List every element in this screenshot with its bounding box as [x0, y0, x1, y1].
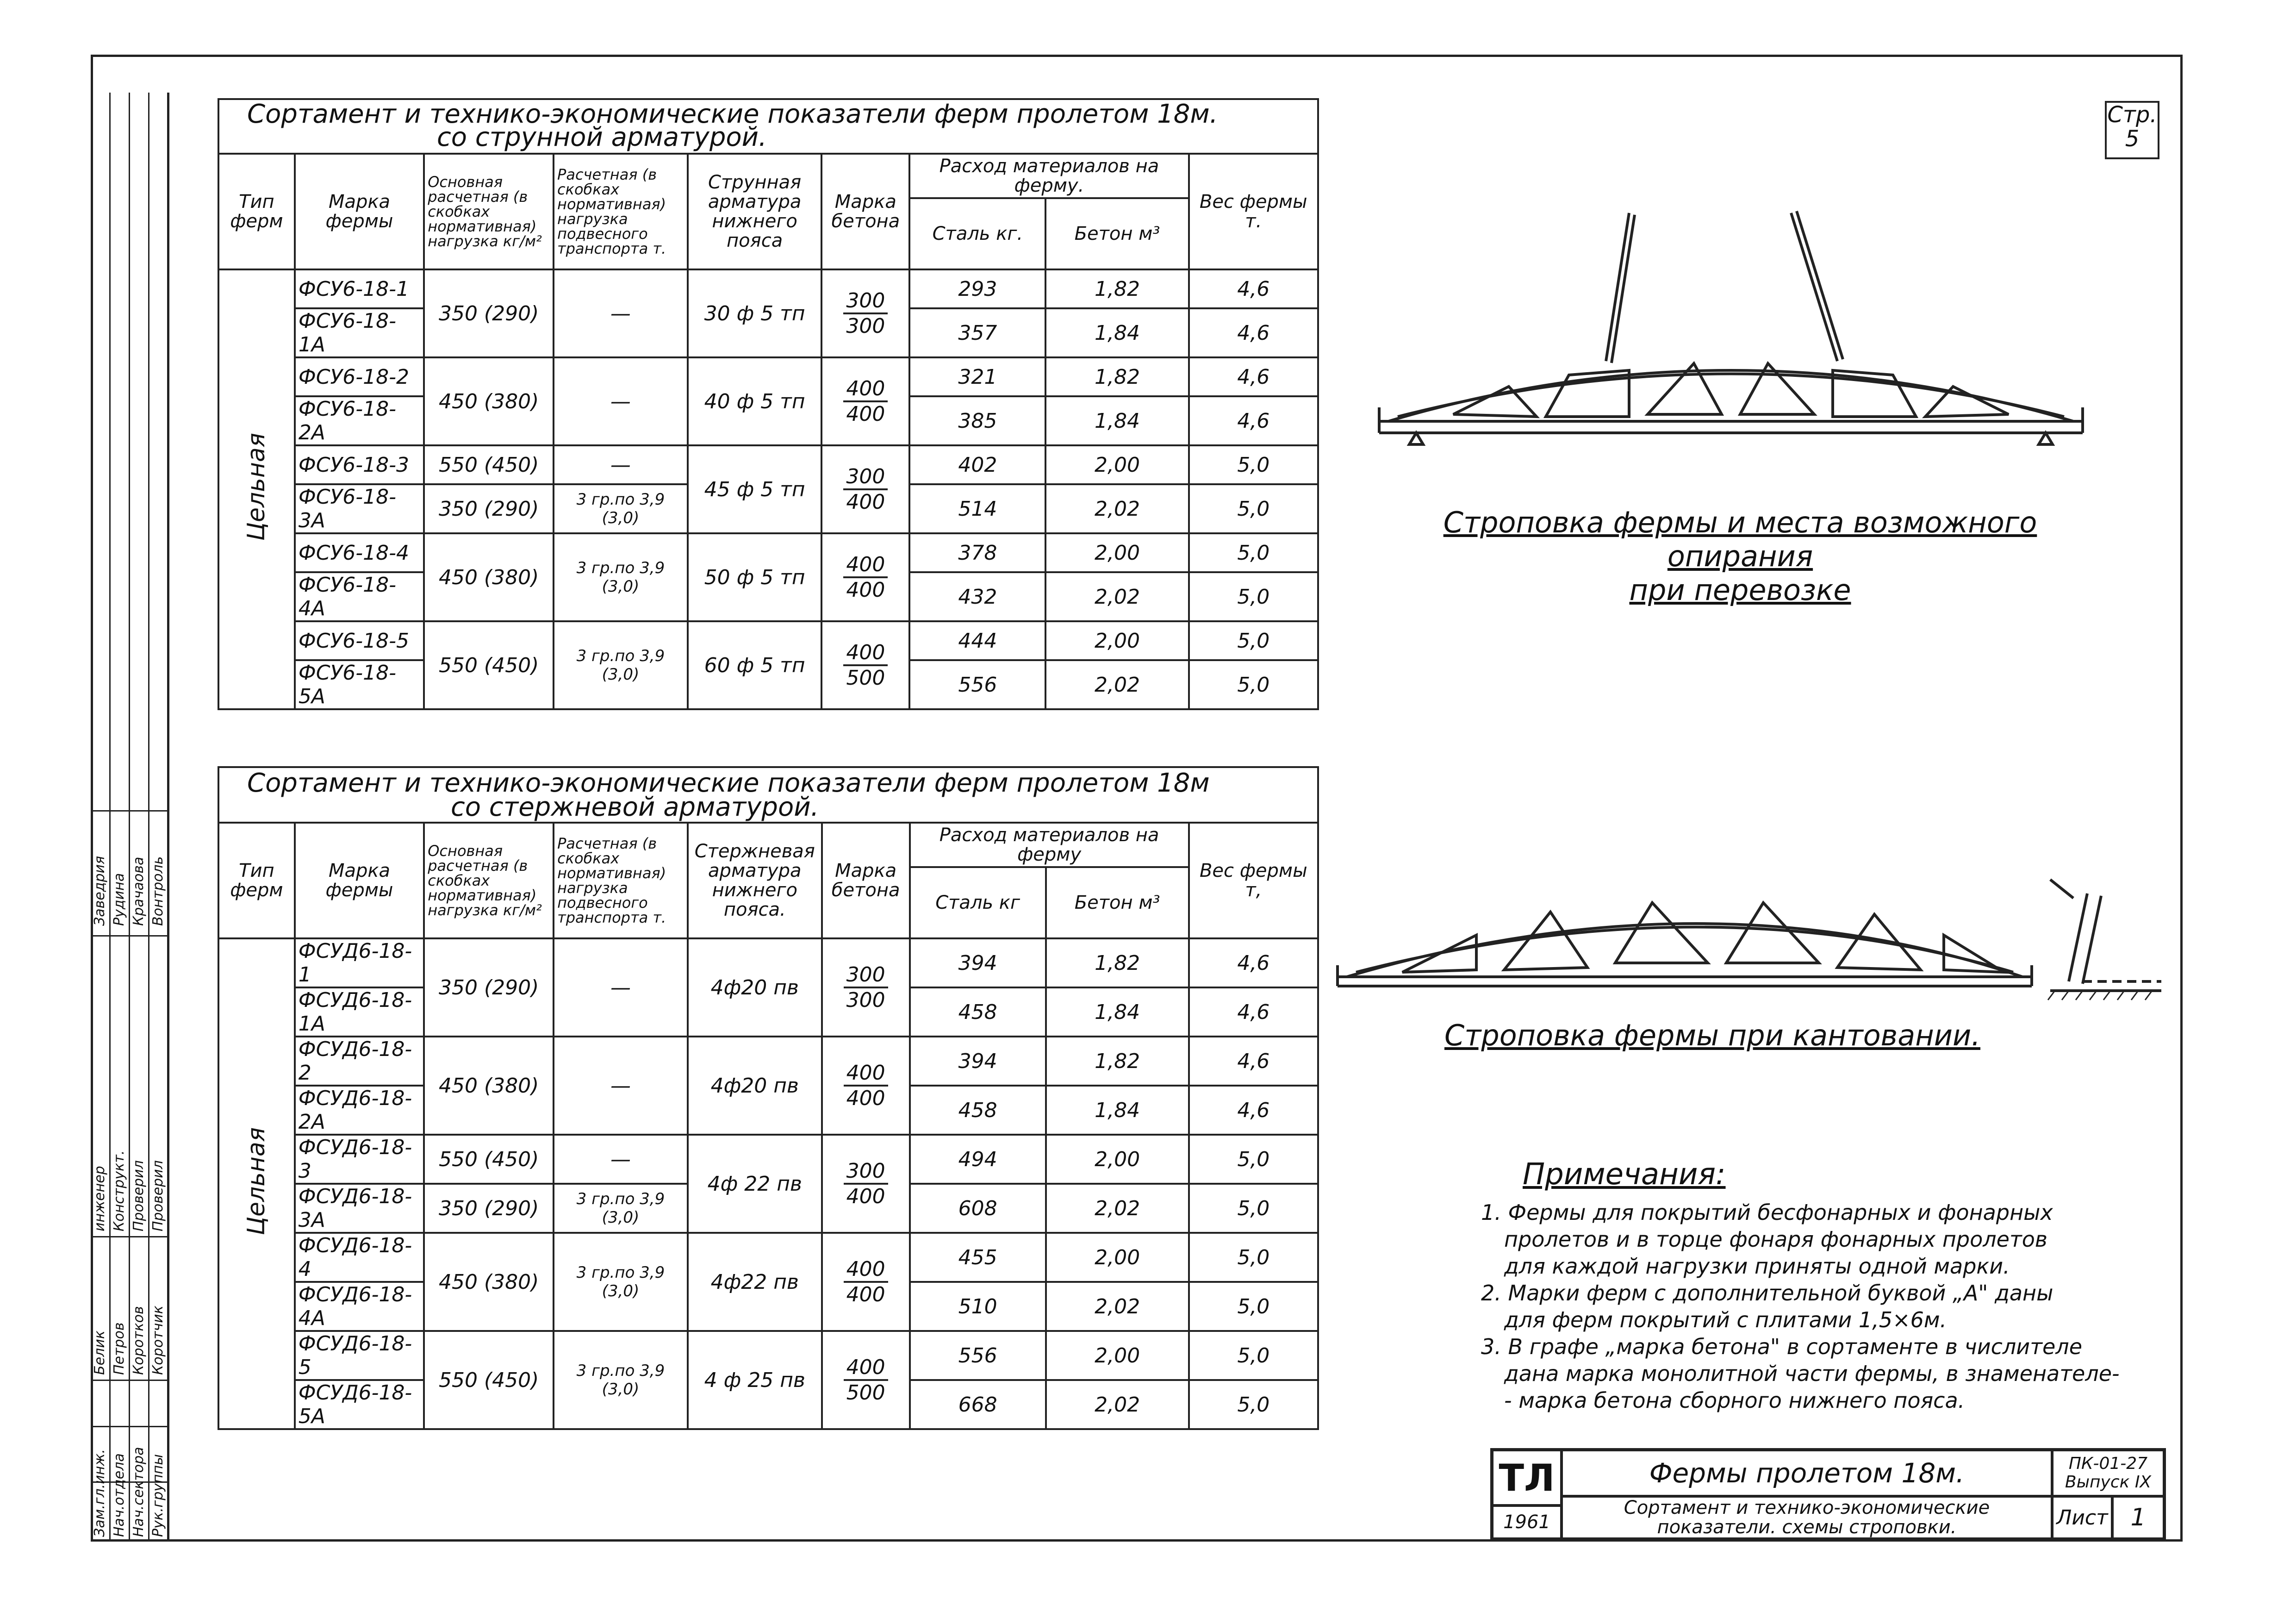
- mark-cell: ФСУД6-18-4: [295, 1233, 424, 1282]
- steel-cell: 556: [910, 1331, 1046, 1380]
- steel-cell: 293: [909, 269, 1045, 308]
- th-mark: Марка фермы: [295, 823, 424, 938]
- stamp-role: Конструкт.: [111, 1150, 127, 1231]
- concrete-cell: [822, 938, 910, 1037]
- table-row: [218, 445, 1318, 484]
- th-beton: Бетон м³: [1045, 198, 1188, 269]
- stamp-role: Заведрия: [92, 856, 108, 926]
- stamp-name: Петров: [111, 1322, 127, 1375]
- rebar-cell: 50 ф 5 тп: [688, 533, 822, 621]
- transport-cell: —: [554, 1037, 688, 1135]
- table-row: [218, 1135, 1318, 1184]
- beton-cell: 1,84: [1045, 396, 1188, 445]
- transport-cell: —: [554, 357, 688, 445]
- th-type: Тип ферм: [218, 154, 295, 269]
- concrete-den: 400: [846, 402, 885, 426]
- page-number-box: [2105, 101, 2159, 159]
- concrete-num: 400: [843, 641, 888, 666]
- rebar-cell: 40 ф 5 тп: [688, 357, 822, 445]
- mark-cell: ФСУ6-18-2: [295, 357, 424, 396]
- weight-cell: 5,0: [1189, 1380, 1318, 1429]
- concrete-den: 400: [846, 490, 885, 514]
- steel-cell: 321: [909, 357, 1045, 396]
- th-load: Основная расчетная (в скобках нормативная) нагрузка кг/м²: [424, 154, 554, 269]
- beton-cell: 1,82: [1045, 357, 1188, 396]
- concrete-num: 400: [844, 1257, 888, 1283]
- table-row: [218, 1037, 1318, 1086]
- concrete-den: 400: [846, 1283, 885, 1306]
- weight-cell: 5,0: [1189, 621, 1318, 660]
- table1-title-box: [218, 98, 1319, 153]
- th-materials: Расход материалов на ферму.: [909, 154, 1188, 198]
- concrete-cell: [822, 1233, 910, 1331]
- steel-cell: 514: [909, 484, 1045, 533]
- rebar-cell: 30 ф 5 тп: [688, 269, 822, 357]
- th-beton: Бетон м³: [1046, 867, 1189, 938]
- stamp-name: Белик: [92, 1330, 108, 1375]
- beton-cell: 2,02: [1045, 660, 1188, 709]
- beton-cell: 2,00: [1046, 1135, 1189, 1184]
- load-cell: 350 (290): [424, 938, 554, 1037]
- steel-cell: 378: [909, 533, 1045, 572]
- concrete-den: 400: [846, 578, 885, 602]
- type-label: Цельная: [243, 1127, 271, 1236]
- beton-cell: 1,82: [1046, 938, 1189, 987]
- stamp-role: Рук.группы: [150, 1454, 166, 1537]
- th-rebar: Стержневая арматура нижнего пояса.: [688, 823, 822, 938]
- concrete-num: 300: [844, 963, 888, 988]
- th-rebar: Струнная арматура нижнего пояса: [688, 154, 822, 269]
- mark-cell: ФСУ6-18-3: [295, 445, 424, 484]
- sheet-subtitle-line2: показатели. схемы строповки.: [1657, 1517, 1957, 1538]
- note-line: 2. Марки ферм с дополнительной буквой „А" даны: [1481, 1280, 2053, 1305]
- weight-cell: 5,0: [1189, 445, 1318, 484]
- note-line: пролетов и в торце фонаря фонарных пролетов: [1504, 1227, 2047, 1252]
- note-line: 3. В графе „марка бетона" в сортаменте в числителе: [1481, 1334, 2083, 1359]
- load-cell: 450 (380): [424, 533, 554, 621]
- weight-cell: 4,6: [1189, 269, 1318, 308]
- th-weight: Вес фермы т,: [1189, 823, 1318, 938]
- rebar-cell: 4ф22 пв: [688, 1233, 822, 1331]
- sheet-label: Лист: [2052, 1496, 2112, 1539]
- table2-title: Сортамент и технико-экономические показатели ферм пролетом 18м: [247, 768, 1210, 798]
- th-transport: Расчетная (в скобках нормативная) нагрузка подвесного транспорта т.: [554, 154, 688, 269]
- concrete-den: 400: [846, 1087, 885, 1110]
- mark-cell: ФСУД6-18-2: [295, 1037, 424, 1086]
- steel-cell: 556: [909, 660, 1045, 709]
- steel-cell: 458: [910, 1086, 1046, 1135]
- rebar-cell: 45 ф 5 тп: [688, 445, 822, 533]
- mark-cell: ФСУД6-18-5: [295, 1331, 424, 1380]
- truss-turning-drawing: [1328, 870, 2171, 1009]
- load-cell: 550 (450): [424, 621, 554, 709]
- mark-cell: ФСУ6-18-4А: [295, 572, 424, 621]
- notes-list: [1481, 1199, 2175, 1414]
- rebar-cell: 4ф20 пв: [688, 938, 822, 1037]
- stamp-name: Коротков: [131, 1306, 147, 1375]
- mark-cell: ФСУД6-18-4А: [295, 1282, 424, 1331]
- type-label: Цельная: [243, 432, 271, 541]
- concrete-cell: [822, 1135, 910, 1233]
- table-row: [218, 1331, 1318, 1380]
- table-row: [218, 269, 1318, 308]
- transport-cell: —: [554, 269, 688, 357]
- load-cell: 350 (290): [424, 1184, 554, 1233]
- table2-title-box: [218, 766, 1319, 822]
- weight-cell: 5,0: [1189, 1282, 1318, 1331]
- steel-cell: 608: [910, 1184, 1046, 1233]
- transport-cell: 3 гр.по 3,9 (3,0): [554, 533, 688, 621]
- table-row: [218, 621, 1318, 660]
- beton-cell: 2,00: [1046, 1331, 1189, 1380]
- weight-cell: 4,6: [1189, 1037, 1318, 1086]
- mark-cell: ФСУД6-18-5А: [295, 1380, 424, 1429]
- weight-cell: 5,0: [1189, 1233, 1318, 1282]
- load-cell: 350 (290): [424, 269, 554, 357]
- concrete-cell: [821, 445, 909, 533]
- beton-cell: 1,84: [1046, 987, 1189, 1037]
- beton-cell: 2,02: [1046, 1184, 1189, 1233]
- type-cell: [218, 269, 295, 709]
- th-weight: Вес фермы т.: [1189, 154, 1318, 269]
- load-cell: 450 (380): [424, 1037, 554, 1135]
- stamp-role: Рудина: [111, 873, 127, 926]
- th-steel: Сталь кг: [910, 867, 1046, 938]
- transport-cell: 3 гр.по 3,9 (3,0): [554, 621, 688, 709]
- weight-cell: 5,0: [1189, 572, 1318, 621]
- table1: [218, 153, 1319, 710]
- beton-cell: 2,02: [1046, 1380, 1189, 1429]
- rebar-cell: 60 ф 5 тп: [688, 621, 822, 709]
- transport-cell: —: [554, 445, 688, 484]
- year: 1961: [1492, 1505, 1562, 1539]
- beton-cell: 2,00: [1045, 445, 1188, 484]
- weight-cell: 4,6: [1189, 1086, 1318, 1135]
- stamp-role: инженер: [92, 1166, 108, 1231]
- table2: [218, 822, 1319, 1430]
- transport-cell: —: [554, 1135, 688, 1184]
- truss-lifting-drawing: [1370, 204, 2129, 463]
- th-transport: Расчетная (в скобках нормативная) нагрузка подвесного транспорта т.: [554, 823, 688, 938]
- transport-cell: —: [554, 938, 688, 1037]
- steel-cell: 394: [910, 1037, 1046, 1086]
- turning-caption: Строповка фермы при кантовании.: [1444, 1018, 1981, 1052]
- note-line: для ферм покрытий с плитами 1,5×6м.: [1504, 1307, 1947, 1332]
- weight-cell: 5,0: [1189, 1184, 1318, 1233]
- stamp-name: Коротчик: [150, 1305, 166, 1375]
- steel-cell: 357: [909, 308, 1045, 357]
- concrete-num: 400: [844, 1061, 888, 1087]
- weight-cell: 5,0: [1189, 1331, 1318, 1380]
- stamp-role: Нач.отдела: [111, 1453, 127, 1537]
- weight-cell: 5,0: [1189, 533, 1318, 572]
- mark-cell: ФСУ6-18-5: [295, 621, 424, 660]
- table2-subtitle: со стержневой арматурой.: [451, 792, 819, 822]
- table-row: [218, 357, 1318, 396]
- beton-cell: 2,02: [1046, 1282, 1189, 1331]
- weight-cell: 4,6: [1189, 938, 1318, 987]
- concrete-cell: [821, 357, 909, 445]
- concrete-den: 300: [846, 988, 885, 1012]
- load-cell: 550 (450): [424, 1331, 554, 1429]
- lifting-caption-line2: при перевозке: [1629, 573, 1851, 607]
- page-number-label: Стр.: [2107, 102, 2157, 128]
- table1-title: Сортамент и технико-экономические показатели ферм пролетом 18м.: [247, 99, 1218, 129]
- beton-cell: 2,02: [1045, 484, 1188, 533]
- weight-cell: 4,6: [1189, 396, 1318, 445]
- weight-cell: 5,0: [1189, 660, 1318, 709]
- th-mark: Марка фермы: [295, 154, 424, 269]
- transport-cell: 3 гр.по 3,9 (3,0): [554, 1184, 688, 1233]
- concrete-num: 400: [843, 377, 888, 402]
- rebar-cell: 4ф20 пв: [688, 1037, 822, 1135]
- note-line: 1. Фермы для покрытий бесфонарных и фонарных: [1481, 1200, 2053, 1225]
- note-line: для каждой нагрузки приняты одной марки.: [1504, 1254, 2010, 1279]
- concrete-num: 300: [844, 1159, 888, 1185]
- steel-cell: 455: [910, 1233, 1046, 1282]
- weight-cell: 4,6: [1189, 308, 1318, 357]
- steel-cell: 394: [910, 938, 1046, 987]
- drawing-code: ПК-01-27: [2068, 1454, 2148, 1473]
- mark-cell: ФСУД6-18-1: [295, 938, 424, 987]
- stamp-role: Крачаова: [131, 856, 147, 926]
- table-row: [218, 1233, 1318, 1282]
- beton-cell: 2,00: [1046, 1233, 1189, 1282]
- sheet-number: 1: [2112, 1496, 2164, 1539]
- mark-cell: ФСУД6-18-2А: [295, 1086, 424, 1135]
- beton-cell: 1,82: [1046, 1037, 1189, 1086]
- table1-subtitle: со струнной арматурой.: [437, 122, 767, 152]
- mark-cell: ФСУ6-18-5А: [295, 660, 424, 709]
- concrete-cell: [822, 1331, 910, 1429]
- concrete-den: 300: [846, 314, 885, 338]
- concrete-num: 300: [843, 289, 888, 314]
- concrete-cell: [821, 269, 909, 357]
- concrete-num: 400: [843, 553, 888, 578]
- beton-cell: 1,84: [1045, 308, 1188, 357]
- th-concrete: Марка бетона: [822, 823, 910, 938]
- transport-cell: 3 гр.по 3,9 (3,0): [554, 484, 688, 533]
- steel-cell: 458: [910, 987, 1046, 1037]
- title-block: [1490, 1448, 2166, 1540]
- note-line: дана марка монолитной части фермы, в знаменателе-: [1504, 1361, 2120, 1386]
- stamp-role: Зам.гл.инж.: [92, 1449, 108, 1537]
- beton-cell: 1,84: [1046, 1086, 1189, 1135]
- th-concrete: Марка бетона: [821, 154, 909, 269]
- weight-cell: 4,6: [1189, 357, 1318, 396]
- concrete-cell: [822, 1037, 910, 1135]
- mark-cell: ФСУ6-18-1А: [295, 308, 424, 357]
- concrete-num: 300: [843, 465, 888, 490]
- concrete-den: 400: [846, 1185, 885, 1208]
- transport-cell: 3 гр.по 3,9 (3,0): [554, 1331, 688, 1429]
- type-cell: [218, 938, 295, 1429]
- page-number-value: 5: [2125, 126, 2140, 152]
- table-row: [218, 533, 1318, 572]
- mark-cell: ФСУД6-18-3А: [295, 1184, 424, 1233]
- stamp-role: Нач.сектора: [131, 1447, 147, 1537]
- load-cell: 550 (450): [424, 1135, 554, 1184]
- mark-cell: ФСУ6-18-2А: [295, 396, 424, 445]
- mark-cell: ФСУ6-18-1: [295, 269, 424, 308]
- rebar-cell: 4ф 22 пв: [688, 1135, 822, 1233]
- lifting-caption: [1407, 506, 2073, 607]
- mark-cell: ФСУ6-18-4: [295, 533, 424, 572]
- mark-cell: ФСУ6-18-3А: [295, 484, 424, 533]
- th-materials: Расход материалов на ферму: [910, 823, 1189, 867]
- notes-title: Примечания:: [1523, 1157, 1726, 1192]
- concrete-den: 500: [846, 1381, 885, 1405]
- transport-cell: 3 гр.по 3,9 (3,0): [554, 1233, 688, 1331]
- code-cell: [2052, 1450, 2164, 1496]
- lifting-caption-line1: Строповка фермы и места возможного опирания: [1443, 506, 2037, 573]
- table-row: [218, 938, 1318, 987]
- steel-cell: 385: [909, 396, 1045, 445]
- beton-cell: 2,00: [1045, 621, 1188, 660]
- mark-cell: ФСУД6-18-1А: [295, 987, 424, 1037]
- load-cell: 350 (290): [424, 484, 554, 533]
- steel-cell: 444: [909, 621, 1045, 660]
- issue: Выпуск IX: [2065, 1473, 2152, 1492]
- steel-cell: 432: [909, 572, 1045, 621]
- sheet-subtitle: [1562, 1496, 2052, 1539]
- load-cell: 450 (380): [424, 357, 554, 445]
- stamp-column: [91, 93, 169, 1542]
- rebar-cell: 4 ф 25 пв: [688, 1331, 822, 1429]
- load-cell: 550 (450): [424, 445, 554, 484]
- steel-cell: 510: [910, 1282, 1046, 1331]
- weight-cell: 4,6: [1189, 987, 1318, 1037]
- th-load: Основная расчетная (в скобках нормативная) нагрузка кг/м²: [424, 823, 554, 938]
- logo: ТЛ: [1492, 1450, 1562, 1505]
- th-steel: Сталь кг.: [909, 198, 1045, 269]
- th-type: Тип ферм: [218, 823, 295, 938]
- steel-cell: 668: [910, 1380, 1046, 1429]
- load-cell: 450 (380): [424, 1233, 554, 1331]
- beton-cell: 1,82: [1045, 269, 1188, 308]
- concrete-cell: [821, 621, 909, 709]
- mark-cell: ФСУД6-18-3: [295, 1135, 424, 1184]
- beton-cell: 2,00: [1045, 533, 1188, 572]
- concrete-cell: [821, 533, 909, 621]
- steel-cell: 402: [909, 445, 1045, 484]
- note-line: - марка бетона сборного нижнего пояса.: [1504, 1388, 1965, 1413]
- sheet-title: Фермы пролетом 18м.: [1562, 1450, 2052, 1496]
- stamp-role: Проверил: [131, 1160, 147, 1231]
- steel-cell: 494: [910, 1135, 1046, 1184]
- stamp-role: Проверил: [150, 1160, 166, 1231]
- weight-cell: 5,0: [1189, 484, 1318, 533]
- weight-cell: 5,0: [1189, 1135, 1318, 1184]
- sheet-subtitle-line1: Сортамент и технико-экономические: [1624, 1497, 1990, 1518]
- beton-cell: 2,02: [1045, 572, 1188, 621]
- concrete-num: 400: [844, 1355, 888, 1381]
- stamp-role: Вонтроль: [150, 856, 166, 926]
- concrete-den: 500: [846, 666, 885, 690]
